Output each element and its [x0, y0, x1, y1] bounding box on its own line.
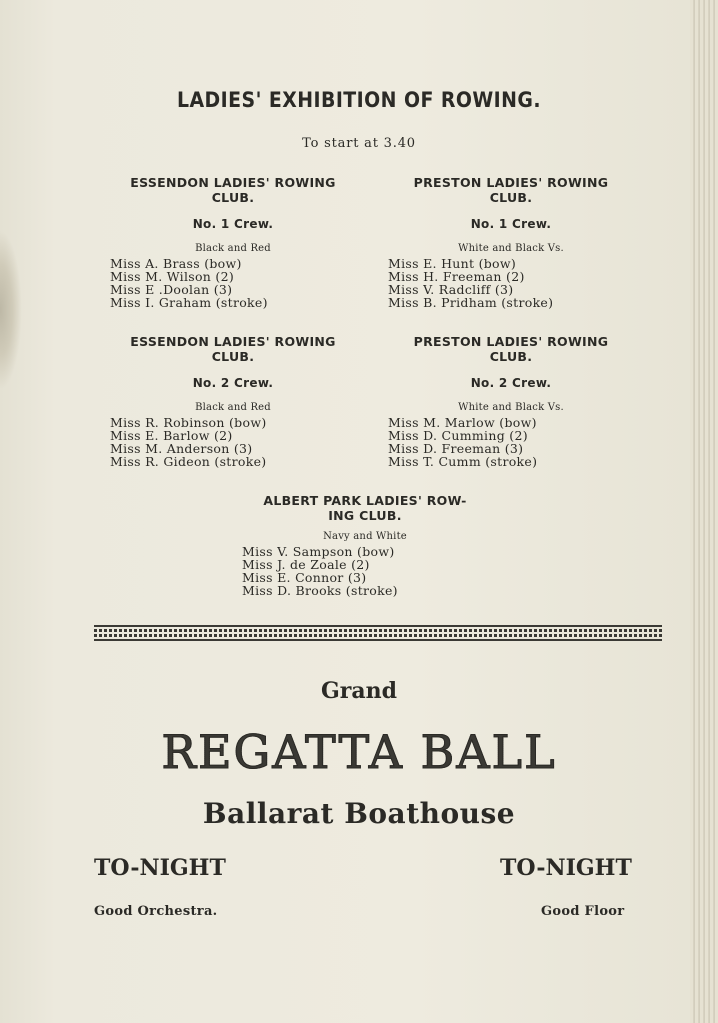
member: Miss D. Cumming (2) [388, 428, 528, 443]
torn-edge [0, 230, 22, 390]
crew-colours: White and Black Vs. [458, 402, 564, 413]
member: Miss E. Hunt (bow) [388, 256, 517, 271]
club-name: ESSENDON LADIES' ROWING CLUB. [130, 175, 336, 205]
member: Miss E .Doolan (3) [110, 282, 233, 297]
tonight-left: TO-NIGHT [94, 855, 226, 881]
member: Miss D. Brooks (stroke) [242, 583, 398, 598]
crew-preston-1 [376, 175, 646, 309]
start-time: To start at 3.40 [302, 136, 416, 151]
member: Miss A. Brass (bow) [110, 256, 242, 271]
member: Miss J. de Zoale (2) [242, 557, 370, 572]
crew-albert-park [230, 493, 500, 597]
page-heading: LADIES' EXHIBITION OF ROWING. [176, 88, 542, 112]
club-name: PRESTON LADIES' ROWING CLUB. [413, 334, 609, 364]
club-name: PRESTON LADIES' ROWING CLUB. [413, 175, 609, 205]
crew-number: No. 2 Crew. [192, 376, 274, 390]
crew-members [388, 257, 646, 309]
crew-preston-2 [376, 334, 646, 468]
member: Miss R. Robinson (bow) [110, 415, 267, 430]
note-floor: Good Floor [541, 904, 625, 919]
crew-number: No. 1 Crew. [470, 217, 552, 231]
crew-colours: Black and Red [195, 402, 271, 413]
member: Miss V. Sampson (bow) [242, 544, 395, 559]
crew-number: No. 2 Crew. [470, 376, 552, 390]
member: Miss T. Cumm (stroke) [388, 454, 538, 469]
tonight-right: TO-NIGHT [500, 855, 632, 881]
member: Miss E. Barlow (2) [110, 428, 233, 443]
member: Miss M. Marlow (bow) [388, 415, 537, 430]
crew-number: No. 1 Crew. [192, 217, 274, 231]
ball-grand: Grand [320, 678, 397, 704]
ball-venue: Ballarat Boathouse [202, 797, 516, 830]
crew-colours: Black and Red [195, 243, 271, 254]
member: Miss I. Graham (stroke) [110, 295, 268, 310]
ball-title: REGATTA BALL [0, 725, 718, 779]
crew-members [388, 416, 646, 468]
crew-colours: Navy and White [323, 531, 407, 542]
crew-members [242, 545, 500, 597]
member: Miss D. Freeman (3) [388, 441, 524, 456]
crew-members [110, 416, 368, 468]
member: Miss B. Pridham (stroke) [388, 295, 554, 310]
note-orchestra: Good Orchestra. [94, 904, 218, 919]
member: Miss R. Gideon (stroke) [110, 454, 267, 469]
crew-colours: White and Black Vs. [458, 243, 564, 254]
member: Miss M. Anderson (3) [110, 441, 253, 456]
crew-members [110, 257, 368, 309]
member: Miss M. Wilson (2) [110, 269, 235, 284]
page-stack-edge [690, 0, 718, 1023]
crew-essendon-1 [98, 175, 368, 309]
club-name: ALBERT PARK LADIES' ROW- ING CLUB. [263, 493, 467, 523]
club-name: ESSENDON LADIES' ROWING CLUB. [130, 334, 336, 364]
member: Miss V. Radcliff (3) [388, 282, 514, 297]
member: Miss E. Connor (3) [242, 570, 367, 585]
crew-essendon-2 [98, 334, 368, 468]
member: Miss H. Freeman (2) [388, 269, 525, 284]
decorative-rule [94, 625, 662, 643]
